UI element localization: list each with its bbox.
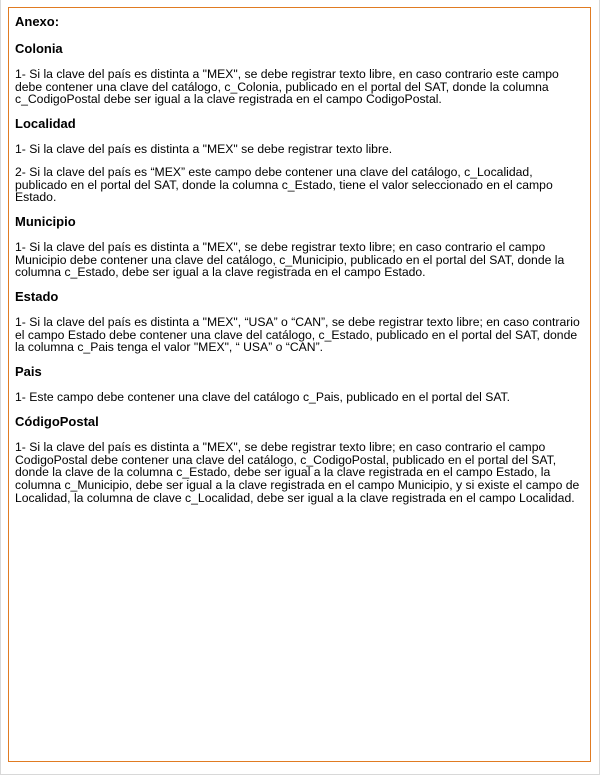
section-estado <box>15 289 587 354</box>
section-paragraph: 1- Si la clave del país es distinta a "MEX", se debe registrar texto libre, en caso contrario este campo debe contener una clave del catálogo, c_Colonia, publicado en el portal del SAT, donde la columna c_CodigoPostal debe ser igual a la clave registrada en el campo CodigoPostal. <box>15 67 559 107</box>
section-paragraph: 1- Si la clave del país es distinta a "MEX", se debe registrar texto libre; en caso contrario el campo CodigoPostal debe contener una clave del catálogo, c_CodigoPostal, publicado en el portal del SAT, donde la clave de la columna c_Estado, debe ser igual a la clave registrada en el campo Estado, la columna c_Municipio, debe ser igual a la clave registrada en el campo Municipio, y si existe el campo de Localidad, la columna de clave c_Localidad, debe ser igual a la clave registrada en el campo Localidad. <box>15 439 580 505</box>
section-paragraph: 1- Si la clave del país es distinta a "MEX" se debe registrar texto libre. <box>15 142 393 157</box>
section-title-codigopostal: CódigoPostal <box>15 413 99 429</box>
section-title-municipio: Municipio <box>15 213 76 229</box>
annex-title: Anexo: <box>15 14 60 29</box>
section-paragraph: 1- Si la clave del país es distinta a "MEX", se debe registrar texto libre; en caso contrario el campo Municipio debe contener una clave del catálogo, c_Municipio, publicado en el portal del SAT, donde la columna c_Estado, debe ser igual a la clave registrada en el campo Estado. <box>15 239 565 280</box>
section-pais <box>15 364 587 404</box>
section-title-colonia: Colonia <box>15 41 63 56</box>
section-colonia <box>15 41 587 106</box>
section-paragraph: 2- Si la clave del país es “MEX” este campo debe contener una clave del catálogo, c_Localidad, publicado en el portal del SAT, donde la columna c_Estado, tiene el valor seleccionado en el campo Estado. <box>15 164 553 205</box>
section-title-localidad: Localidad <box>15 116 76 132</box>
section-paragraph: 1- Si la clave del país es distinta a "MEX", “USA” o “CAN”, se debe registrar texto libre; en caso contrario el campo Estado debe contener una clave del catálogo, c_Estado, publicado en el portal del SAT, donde la columna c_Pais tenga el valor "MEX", “ USA” o “CAN”. <box>15 315 580 355</box>
section-codigopostal <box>15 414 587 505</box>
section-municipio <box>15 214 587 279</box>
section-title-estado: Estado <box>15 289 59 305</box>
section-paragraph: 1- Este campo debe contener una clave del catálogo c_Pais, publicado en el portal del SAT. <box>15 390 511 405</box>
annex-content <box>15 14 587 514</box>
section-localidad <box>15 116 587 204</box>
section-title-pais: Pais <box>15 364 42 380</box>
